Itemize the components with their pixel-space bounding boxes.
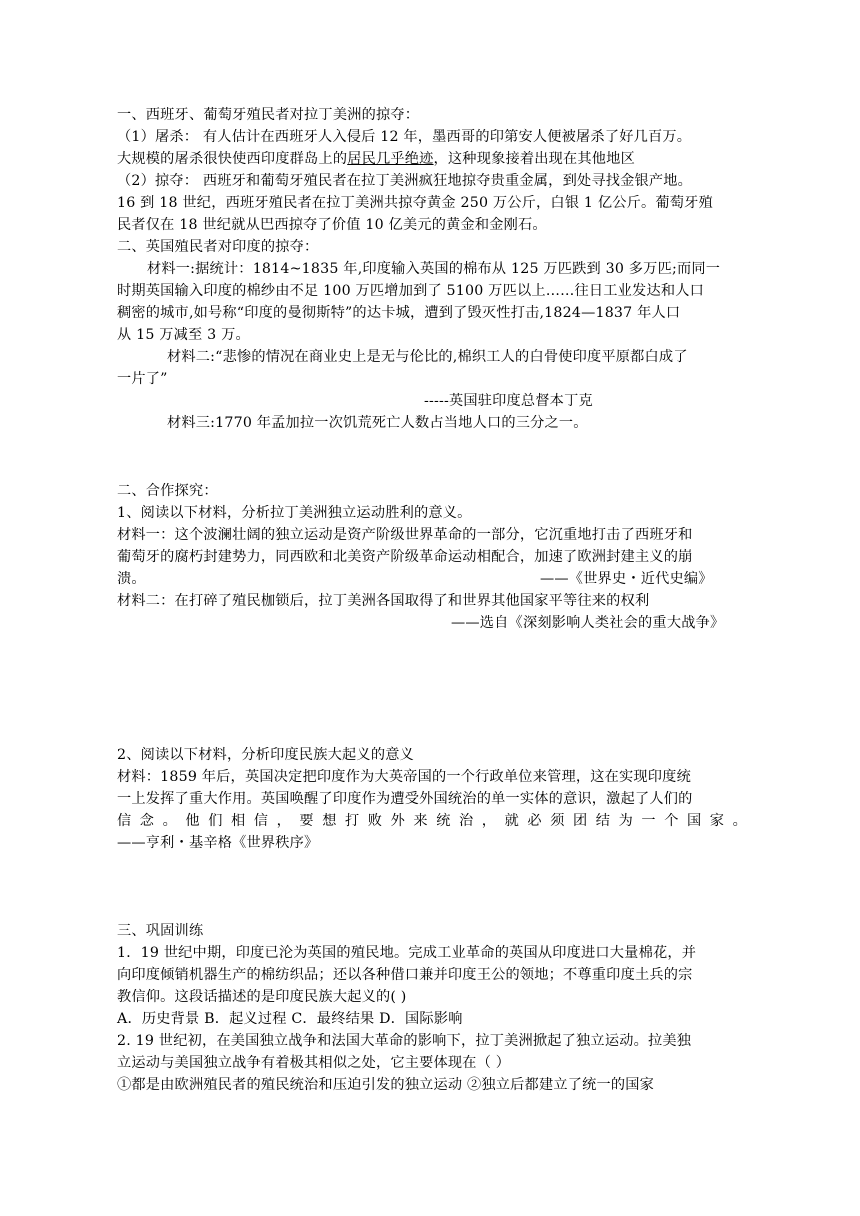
paragraph-line: 一片了” xyxy=(117,371,168,387)
exercise-line: 教信仰。这段话描述的是印度民族大起义的( ) xyxy=(117,989,407,1005)
paragraph-line xyxy=(117,148,747,170)
paragraph-line: 材料二：在打碎了殖民枷锁后，拉丁美洲各国取得了和世界其他国家平等往来的权利 xyxy=(117,593,650,609)
exercise-line: 1．19 世纪中期，印度已沦为英国的殖民地。完成工业革命的英国从印度进口大量棉花，并 xyxy=(117,945,697,961)
exercise-line: ①都是由欧洲殖民者的殖民统治和压迫引发的独立运动 ②独立后都建立了统一的国家 xyxy=(117,1077,655,1093)
paragraph-line: 材料二:“悲惨的情况在商业史上是无与伦比的,棉织工人的白骨使印度平原都白成了 xyxy=(167,349,688,365)
exercise-options: A．历史背景 B．起义过程 C．最终结果 D．国际影响 xyxy=(117,1011,463,1027)
paragraph-line: 一上发挥了重大作用。英国唤醒了印度作为遭受外国统治的单一实体的意识，激起了人们的 xyxy=(117,791,693,807)
question-line: 2、阅读以下材料，分析印度民族大起义的意义 xyxy=(117,747,414,763)
underlined-text: 居民几乎绝迹 xyxy=(347,151,434,167)
paragraph-line: 材料：1859 年后，英国决定把印度作为大英帝国的一个行政单位来管理，这在实现印度统 xyxy=(117,769,691,785)
paragraph-line: 时期英国输入印度的棉纱由不足 100 万匹增加到了 5100 万匹以上……往日工业发达和人口 xyxy=(117,283,704,299)
paragraph-line: （2）掠夺： 西班牙和葡萄牙殖民者在拉丁美洲疯狂地掠夺贵重金属，到处寻找金银产地。 xyxy=(117,173,693,189)
source-attribution: ——选自《深刻影响人类社会的重大战争》 xyxy=(451,615,725,631)
paragraph-line: 材料一：这个波澜壮阔的独立运动是资产阶级世界革命的一部分，它沉重地打击了西班牙和 xyxy=(117,527,693,543)
source-attribution: -----英国驻印度总督本丁克 xyxy=(424,393,593,409)
section-heading: 二、英国殖民者对印度的掠夺： xyxy=(117,239,319,255)
paragraph-line: 从 15 万减至 3 万。 xyxy=(117,327,250,343)
source-attribution: ——《世界史・近代史编》 xyxy=(540,571,713,587)
paragraph-line: （1）屠杀： 有人估计在西班牙人入侵后 12 年，墨西哥的印第安人便被屠杀了好几百万。 xyxy=(117,129,692,145)
paragraph-line: 材料一:据统计：1814~1835 年,印度输入英国的棉布从 125 万匹跌到 30 多万匹;而同一 xyxy=(147,261,721,277)
section-heading: 一、西班牙、葡萄牙殖民者对拉丁美洲的掠夺： xyxy=(117,107,420,123)
section-heading: 二、合作探究： xyxy=(117,483,218,499)
question-line: 1、阅读以下材料，分析拉丁美洲独立运动胜利的意义。 xyxy=(117,505,472,521)
exercise-line: 向印度倾销机器生产的棉纺织品；还以各种借口兼并印度王公的领地；不尊重印度土兵的宗 xyxy=(117,967,693,983)
paragraph-line: 16 到 18 世纪，西班牙殖民者在拉丁美洲共掠夺黄金 250 万公斤，白银 1 亿公斤。葡萄牙殖 xyxy=(117,195,713,211)
exercise-line: 立运动与美国独立战争有着极其相似之处，它主要体现在（ ） xyxy=(117,1055,511,1071)
paragraph-line: 信念。他们相信，要想打败外来统治，就必须团结为一个国家。 xyxy=(117,813,747,829)
exercise-line: 2. 19 世纪初，在美国独立战争和法国大革命的影响下，拉丁美洲掀起了独立运动。拉美独 xyxy=(117,1033,692,1049)
paragraph-line: 葡萄牙的腐朽封建势力，同西欧和北美资产阶级革命运动相配合，加速了欧洲封建主义的崩 xyxy=(117,549,693,565)
section-heading: 三、巩固训练 xyxy=(117,923,204,939)
paragraph-line: 溃。 xyxy=(117,571,146,587)
paragraph-line: 民者仅在 18 世纪就从巴西掠夺了价值 10 亿美元的黄金和金刚石。 xyxy=(117,217,547,233)
paragraph-line: 材料三:1770 年孟加拉一次饥荒死亡人数占当地人口的三分之一。 xyxy=(167,415,588,431)
source-attribution: ——亨利・基辛格《世界秩序》 xyxy=(117,835,319,851)
text-span: ，这种现象接着出现在其他地区 xyxy=(433,151,635,167)
paragraph-line: 稠密的城市,如号称“印度的曼彻斯特”的达卡城，遭到了毁灭性打击,1824—1837 年人口 xyxy=(117,305,681,321)
text-span: 大规模的屠杀很快使西印度群岛上的 xyxy=(117,151,348,167)
